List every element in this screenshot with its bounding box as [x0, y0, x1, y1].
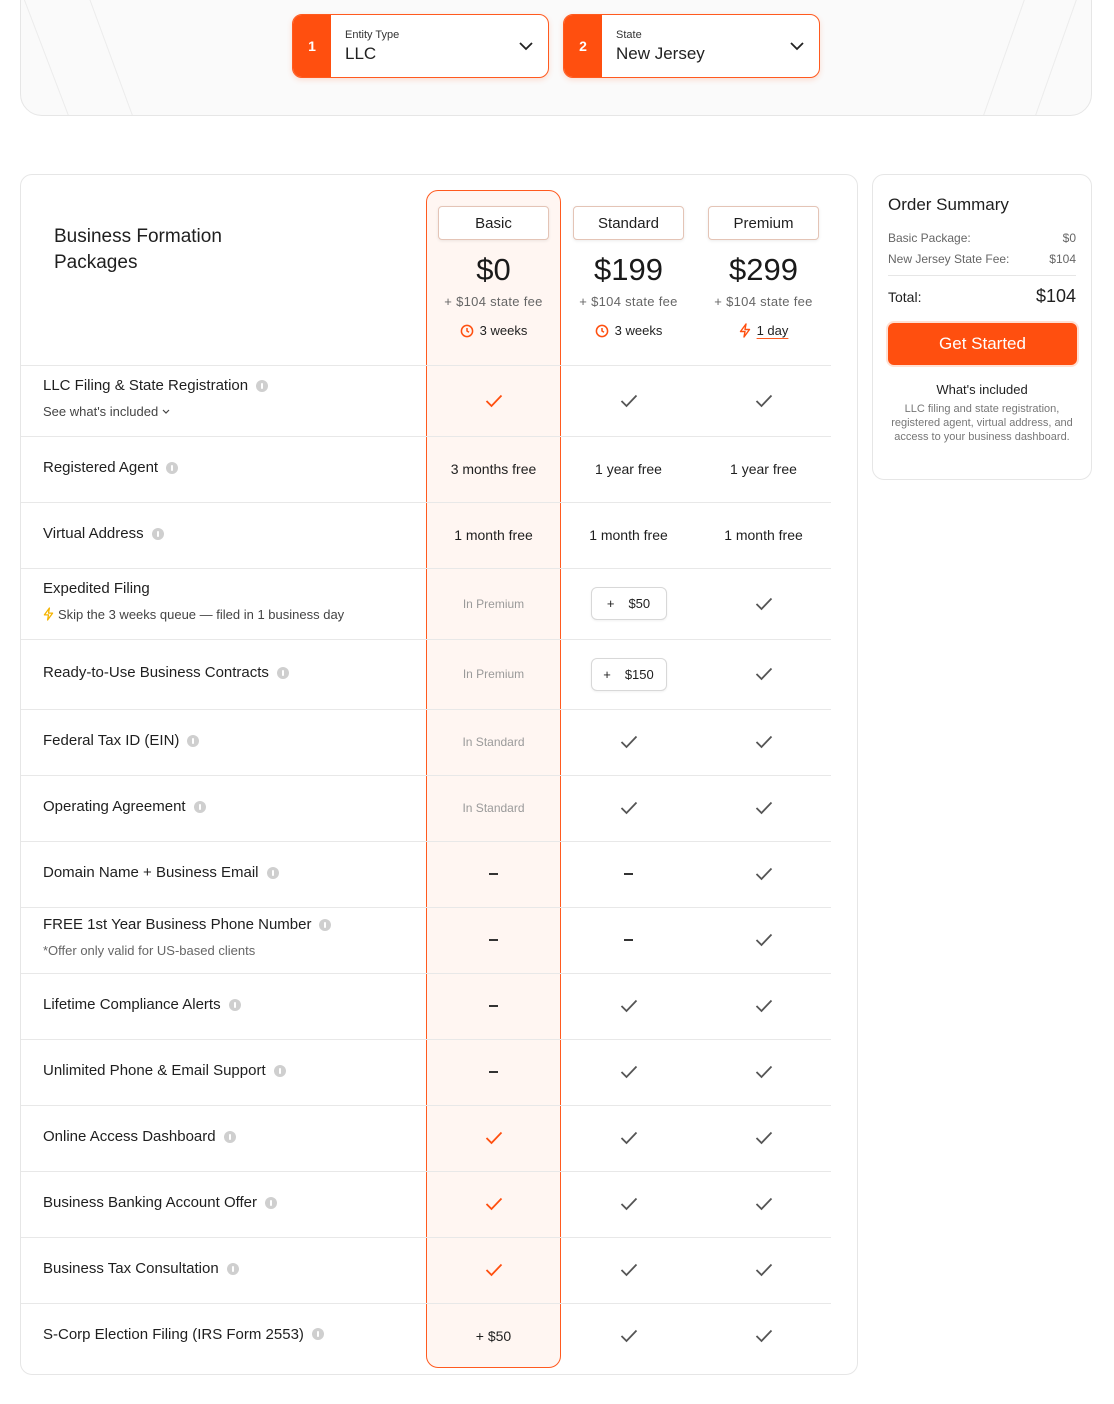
- feature-label: [43, 459, 178, 476]
- summary-total-value: $104: [1035, 286, 1076, 306]
- plan-select-button[interactable]: Standard: [573, 206, 684, 240]
- cell-standard: 1 year free: [595, 461, 662, 477]
- summary-total: [888, 286, 1076, 307]
- cell-premium: [696, 639, 831, 709]
- check-icon: [755, 933, 773, 947]
- feature-footnote: [43, 943, 255, 958]
- included-text: LLC filing and state registration, registered agent, virtual address, and access to your business dashboard.: [891, 403, 1073, 443]
- see-whats-included-link[interactable]: [43, 404, 170, 419]
- cell-premium: [696, 907, 831, 973]
- cell-basic: [426, 366, 561, 436]
- cell-basic: [426, 907, 561, 973]
- info-icon[interactable]: [227, 1263, 239, 1275]
- cell-premium: [696, 1303, 831, 1368]
- feature-label-text: Domain Name + Business Email: [43, 864, 259, 881]
- order-summary-title: Order Summary: [888, 195, 1009, 214]
- check-icon: [755, 999, 773, 1013]
- check-icon: [485, 1131, 503, 1145]
- plan-select-button[interactable]: Premium: [708, 206, 819, 240]
- check-icon: [755, 1329, 773, 1343]
- cell-basic: 3 months free: [450, 461, 537, 477]
- dash-icon: [489, 1005, 498, 1007]
- cell-premium: [696, 775, 831, 841]
- cell-basic: In Premium: [462, 667, 525, 681]
- feature-label: [43, 1194, 277, 1211]
- check-icon: [485, 394, 503, 408]
- summary-fee-label: New Jersey State Fee:: [888, 252, 1010, 266]
- plus-icon: +: [603, 666, 611, 682]
- cell-standard: 1 month free: [589, 527, 668, 543]
- entity-type-label: Entity Type: [345, 28, 400, 41]
- feature-label-text: Online Access Dashboard: [43, 1128, 216, 1145]
- dash-icon: [489, 939, 498, 941]
- info-icon[interactable]: [267, 867, 279, 879]
- cell-premium: [696, 1237, 831, 1303]
- plan-state-fee: + $104 state fee: [579, 294, 678, 309]
- cell-premium: 1 month free: [724, 527, 803, 543]
- cell-basic: [426, 841, 561, 907]
- plan-eta: [561, 323, 696, 338]
- cell-standard: [561, 973, 696, 1039]
- plan-standard: [561, 206, 696, 338]
- summary-total-label: Total:: [888, 288, 922, 305]
- feature-label-text: Operating Agreement: [43, 798, 186, 815]
- feature-label-text: Ready-to-Use Business Contracts: [43, 664, 269, 681]
- cell-premium: [696, 1039, 831, 1105]
- check-icon: [755, 867, 773, 881]
- cell-premium: [696, 709, 831, 775]
- check-icon: [755, 1065, 773, 1079]
- feature-label-text: LLC Filing & State Registration: [43, 377, 249, 394]
- cell-basic: + $50: [475, 1327, 512, 1344]
- included-title: What's included: [936, 382, 1028, 397]
- check-icon: [755, 394, 773, 408]
- addon-price: $150: [624, 666, 654, 682]
- info-icon[interactable]: [194, 801, 206, 813]
- feature-label: [43, 996, 241, 1013]
- cell-standard: [561, 1105, 696, 1171]
- check-icon: [620, 735, 638, 749]
- info-icon[interactable]: [274, 1065, 286, 1077]
- feature-label-text: Expedited Filing: [43, 579, 150, 597]
- feature-label: [43, 1260, 239, 1277]
- check-icon: [755, 735, 773, 749]
- feature-label: [43, 580, 150, 597]
- plan-price: $0: [476, 252, 511, 287]
- check-icon: [755, 667, 773, 681]
- cell-standard: [561, 907, 696, 973]
- check-icon: [755, 801, 773, 815]
- dash-icon: [624, 939, 633, 941]
- plan-state-fee: + $104 state fee: [714, 294, 813, 309]
- cell-premium: [696, 1105, 831, 1171]
- feature-label: [43, 1062, 286, 1079]
- plan-eta-text: 3 weeks: [479, 323, 528, 338]
- check-icon: [755, 1263, 773, 1277]
- state-label: State: [616, 28, 642, 41]
- plan-price: $199: [594, 252, 663, 287]
- plus-icon: +: [606, 596, 615, 611]
- feature-label: [43, 798, 206, 815]
- check-icon: [620, 1263, 638, 1277]
- info-icon[interactable]: [319, 919, 331, 931]
- cell-standard: [561, 775, 696, 841]
- check-icon: [485, 1197, 503, 1211]
- check-icon: [620, 1065, 638, 1079]
- feature-label-text: S-Corp Election Filing (IRS Form 2553): [43, 1325, 304, 1343]
- step-badge-2: 2: [564, 15, 602, 77]
- feature-label: [43, 732, 199, 749]
- cell-basic: [426, 973, 561, 1039]
- cell-basic: [426, 1237, 561, 1303]
- cell-standard: [561, 1039, 696, 1105]
- chevron-down-icon: [162, 409, 170, 415]
- dash-icon: [489, 1071, 498, 1073]
- decorative-lines: [21, 0, 1092, 116]
- addon-button[interactable]: [591, 658, 667, 691]
- plan-premium: [696, 206, 831, 338]
- dash-icon: [489, 873, 498, 875]
- entity-type-value: LLC: [345, 43, 377, 63]
- info-icon[interactable]: [277, 667, 289, 679]
- order-summary: [872, 174, 1092, 480]
- cell-standard: [561, 1237, 696, 1303]
- check-icon: [755, 597, 773, 611]
- cell-standard: [561, 639, 696, 709]
- hero-banner: [20, 0, 1092, 116]
- cell-basic: 1 month free: [454, 527, 533, 543]
- plan-price: $299: [729, 252, 798, 287]
- feature-label: [43, 525, 164, 542]
- cell-standard: [561, 366, 696, 436]
- check-icon: [620, 1329, 638, 1343]
- cell-basic: In Premium: [462, 596, 525, 611]
- check-icon: [485, 1263, 503, 1277]
- get-started-button[interactable]: Get Started: [888, 323, 1077, 365]
- plan-select-button[interactable]: Basic: [438, 206, 549, 240]
- info-icon[interactable]: [187, 735, 199, 747]
- lightning-icon: [43, 607, 54, 621]
- cell-basic: In Standard: [462, 735, 525, 749]
- feature-label: [43, 1128, 236, 1145]
- cell-standard: [561, 1303, 696, 1368]
- feature-label-text: Business Banking Account Offer: [43, 1194, 258, 1211]
- entity-type-select[interactable]: [292, 14, 549, 78]
- info-icon[interactable]: [265, 1197, 277, 1209]
- plan-eta-text: 3 weeks: [614, 323, 663, 338]
- info-icon[interactable]: [224, 1131, 236, 1143]
- cell-premium: [696, 1171, 831, 1237]
- chevron-down-icon: [504, 42, 548, 51]
- plan-state-fee: + $104 state fee: [444, 294, 543, 309]
- footnote-text: *Offer only valid for US-based clients: [43, 943, 256, 958]
- cell-basic: [426, 1039, 561, 1105]
- addon-price: $50: [628, 596, 651, 611]
- summary-package-label: Basic Package:: [888, 231, 971, 245]
- see-included-text: See what's included: [43, 404, 159, 419]
- check-icon: [620, 394, 638, 408]
- info-icon[interactable]: [312, 1328, 324, 1340]
- info-icon[interactable]: [256, 380, 268, 392]
- cell-standard: [561, 841, 696, 907]
- state-value: New Jersey: [616, 43, 705, 63]
- feature-label-text: Lifetime Compliance Alerts: [43, 996, 221, 1013]
- plan-basic: [426, 206, 561, 338]
- summary-fee-value: $104: [1049, 252, 1076, 266]
- plan-eta: [696, 323, 831, 338]
- clock-icon: [460, 324, 474, 338]
- info-icon[interactable]: [229, 999, 241, 1011]
- dash-icon: [624, 873, 633, 875]
- cell-premium: [696, 568, 831, 639]
- feature-label: [43, 664, 289, 681]
- step-badge-1: 1: [293, 15, 331, 77]
- summary-line-package: [888, 231, 1076, 245]
- feature-label-text: FREE 1st Year Business Phone Number: [43, 916, 312, 933]
- state-select[interactable]: [563, 14, 820, 78]
- feature-label-text: Business Tax Consultation: [43, 1260, 219, 1277]
- feature-label: [43, 377, 268, 394]
- addon-button[interactable]: [591, 587, 667, 620]
- plan-eta: [426, 323, 561, 338]
- cell-premium: [696, 973, 831, 1039]
- feature-label-text: Federal Tax ID (EIN): [43, 732, 180, 749]
- lightning-icon: [739, 323, 751, 338]
- plan-eta-text: 1 day: [756, 323, 789, 338]
- cell-basic: [426, 1171, 561, 1237]
- feature-label: [43, 1326, 324, 1343]
- cell-standard: [561, 1171, 696, 1237]
- check-icon: [620, 1197, 638, 1211]
- check-icon: [755, 1131, 773, 1145]
- cell-premium: 1 year free: [730, 461, 797, 477]
- table-title: Business Formation Packages: [54, 226, 222, 273]
- expedited-note-text: Skip the 3 weeks queue — filed in 1 business day: [58, 606, 345, 622]
- feature-label-text: Registered Agent: [43, 459, 159, 476]
- cell-standard: [561, 568, 696, 639]
- check-icon: [620, 999, 638, 1013]
- cell-basic: [426, 1105, 561, 1171]
- feature-label: [43, 916, 331, 933]
- cell-premium: [696, 841, 831, 907]
- summary-package-value: $0: [1062, 231, 1076, 245]
- info-icon[interactable]: [152, 528, 164, 540]
- expedited-note: [43, 607, 344, 622]
- cell-standard: [561, 709, 696, 775]
- feature-label-text: Virtual Address: [43, 525, 144, 542]
- cell-basic: In Standard: [462, 801, 525, 815]
- clock-icon: [595, 324, 609, 338]
- info-icon[interactable]: [166, 462, 178, 474]
- summary-line-fee: [888, 252, 1076, 276]
- check-icon: [755, 1197, 773, 1211]
- check-icon: [620, 801, 638, 815]
- feature-label: [43, 864, 279, 881]
- check-icon: [620, 1131, 638, 1145]
- cell-premium: [696, 366, 831, 436]
- feature-label-text: Unlimited Phone & Email Support: [43, 1062, 266, 1079]
- chevron-down-icon: [775, 42, 819, 51]
